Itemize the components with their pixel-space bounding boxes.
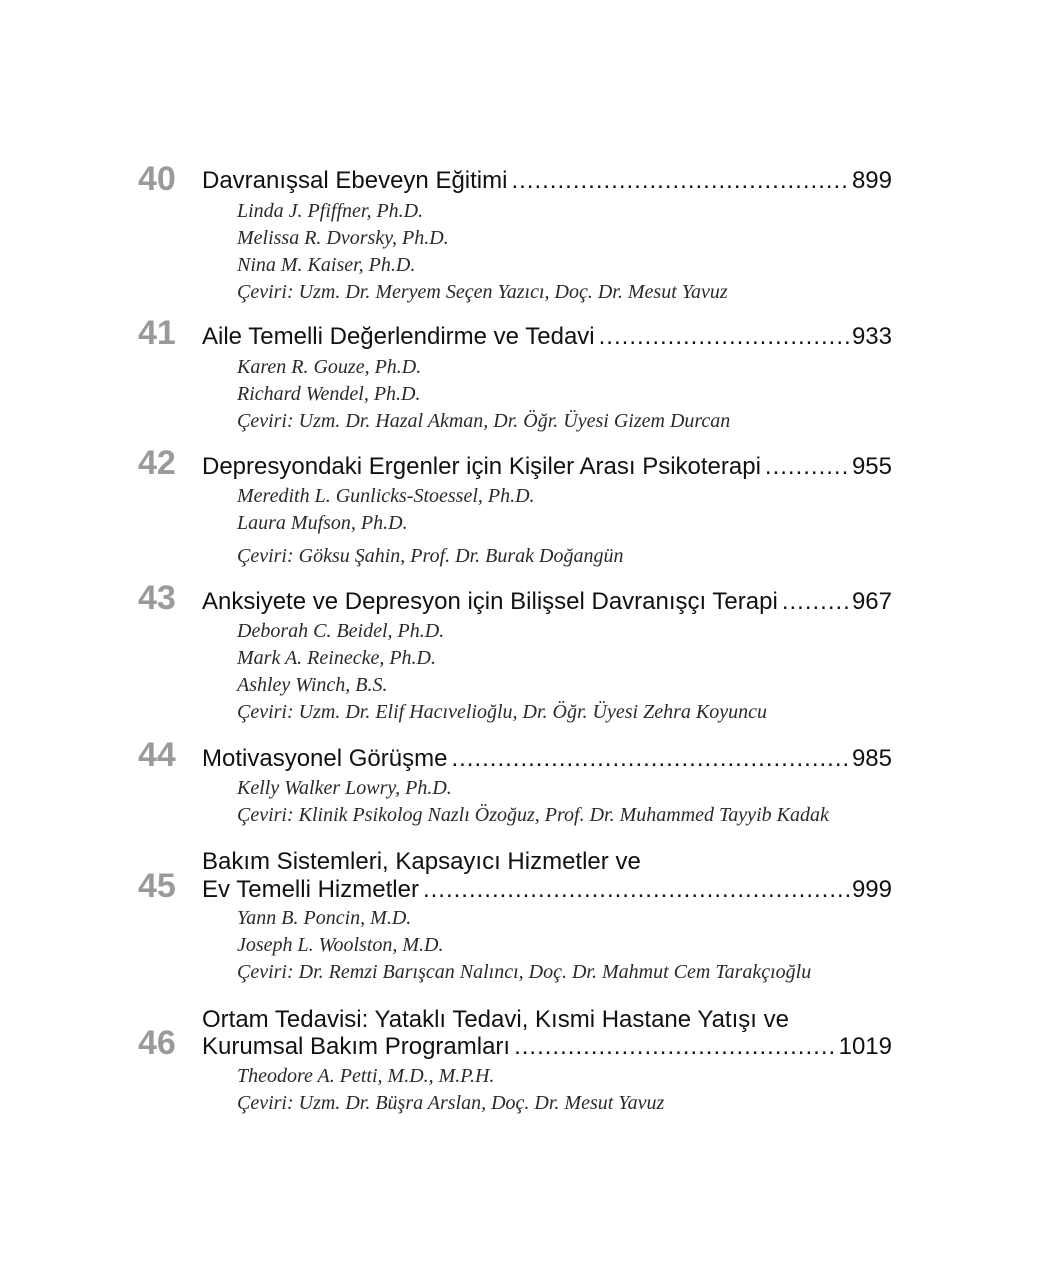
chapter-number: 42 (138, 444, 176, 482)
page-number: 999 (851, 876, 892, 903)
page-number: 985 (851, 745, 892, 772)
author-name: Kelly Walker Lowry, Ph.D. (237, 777, 452, 799)
chapter-title-first-line[interactable]: Bakım Sistemleri, Kapsayıcı Hizmetler ve (202, 848, 641, 875)
author-name: Melissa R. Dvorsky, Ph.D. (237, 227, 449, 249)
chapter-title: Aile Temelli Değerlendirme ve Tedavi (202, 323, 595, 350)
chapter-number: 46 (138, 1024, 176, 1062)
author-name: Meredith L. Gunlicks-Stoessel, Ph.D. (237, 485, 535, 507)
chapter-title: Motivasyonel Görüşme (202, 745, 448, 772)
chapter-title-row[interactable] (202, 322, 892, 352)
chapter-title: Davranışsal Ebeveyn Eğitimi (202, 167, 508, 194)
chapter-title-row[interactable] (202, 875, 892, 905)
author-name: Joseph L. Woolston, M.D. (237, 934, 444, 956)
author-name: Nina M. Kaiser, Ph.D. (237, 254, 416, 276)
author-name: Yann B. Poncin, M.D. (237, 907, 412, 929)
chapter-title-row[interactable] (202, 744, 892, 774)
translators-line: Çeviri: Klinik Psikolog Nazlı Özoğuz, Prof. Dr. Muhammed Tayyib Kadak (237, 804, 829, 826)
dot-leader (599, 322, 850, 352)
dot-leader (782, 587, 850, 617)
author-name: Deborah C. Beidel, Ph.D. (237, 620, 445, 642)
author-name: Richard Wendel, Ph.D. (237, 383, 421, 405)
page-number: 1019 (838, 1033, 892, 1060)
page-number: 955 (851, 453, 892, 480)
dot-leader (451, 744, 850, 774)
author-name: Laura Mufson, Ph.D. (237, 512, 408, 534)
dot-leader (423, 875, 850, 905)
translators-line: Çeviri: Göksu Şahin, Prof. Dr. Burak Doğangün (237, 545, 624, 567)
chapter-title-row[interactable] (202, 1032, 892, 1062)
chapter-title: Depresyondaki Ergenler için Kişiler Arası Psikoterapi (202, 453, 761, 480)
author-name: Mark A. Reinecke, Ph.D. (237, 647, 436, 669)
chapter-number: 43 (138, 579, 176, 617)
chapter-number: 45 (138, 867, 176, 905)
chapter-title-first-line[interactable]: Ortam Tedavisi: Yataklı Tedavi, Kısmi Hastane Yatışı ve (202, 1006, 789, 1033)
translators-line: Çeviri: Uzm. Dr. Elif Hacıvelioğlu, Dr. Öğr. Üyesi Zehra Koyuncu (237, 701, 767, 723)
page-number: 967 (851, 588, 892, 615)
page-number: 933 (851, 323, 892, 350)
chapter-number: 40 (138, 160, 176, 198)
author-name: Linda J. Pfiffner, Ph.D. (237, 200, 424, 222)
translators-line: Çeviri: Uzm. Dr. Hazal Akman, Dr. Öğr. Üyesi Gizem Durcan (237, 410, 731, 432)
chapter-title: Kurumsal Bakım Programları (202, 1033, 511, 1060)
chapter-number: 41 (138, 314, 176, 352)
chapter-title-row[interactable] (202, 587, 892, 617)
page-number: 899 (851, 167, 892, 194)
author-name: Karen R. Gouze, Ph.D. (237, 356, 422, 378)
translators-line: Çeviri: Uzm. Dr. Meryem Seçen Yazıcı, Doç. Dr. Mesut Yavuz (237, 281, 728, 303)
translators-line: Çeviri: Uzm. Dr. Büşra Arslan, Doç. Dr. Mesut Yavuz (237, 1092, 665, 1114)
author-name: Ashley Winch, B.S. (237, 674, 388, 696)
chapter-number: 44 (138, 736, 176, 774)
dot-leader (511, 166, 849, 196)
translators-line: Çeviri: Dr. Remzi Barışcan Nalıncı, Doç. Dr. Mahmut Cem Tarakçıoğlu (237, 961, 812, 983)
chapter-title: Anksiyete ve Depresyon için Bilişsel Davranışçı Terapi (202, 588, 778, 615)
dot-leader (514, 1032, 837, 1062)
chapter-title-row[interactable] (202, 166, 892, 196)
chapter-title-row[interactable] (202, 452, 892, 482)
author-name: Theodore A. Petti, M.D., M.P.H. (237, 1065, 495, 1087)
dot-leader (765, 452, 850, 482)
chapter-title: Ev Temelli Hizmetler (202, 876, 419, 903)
